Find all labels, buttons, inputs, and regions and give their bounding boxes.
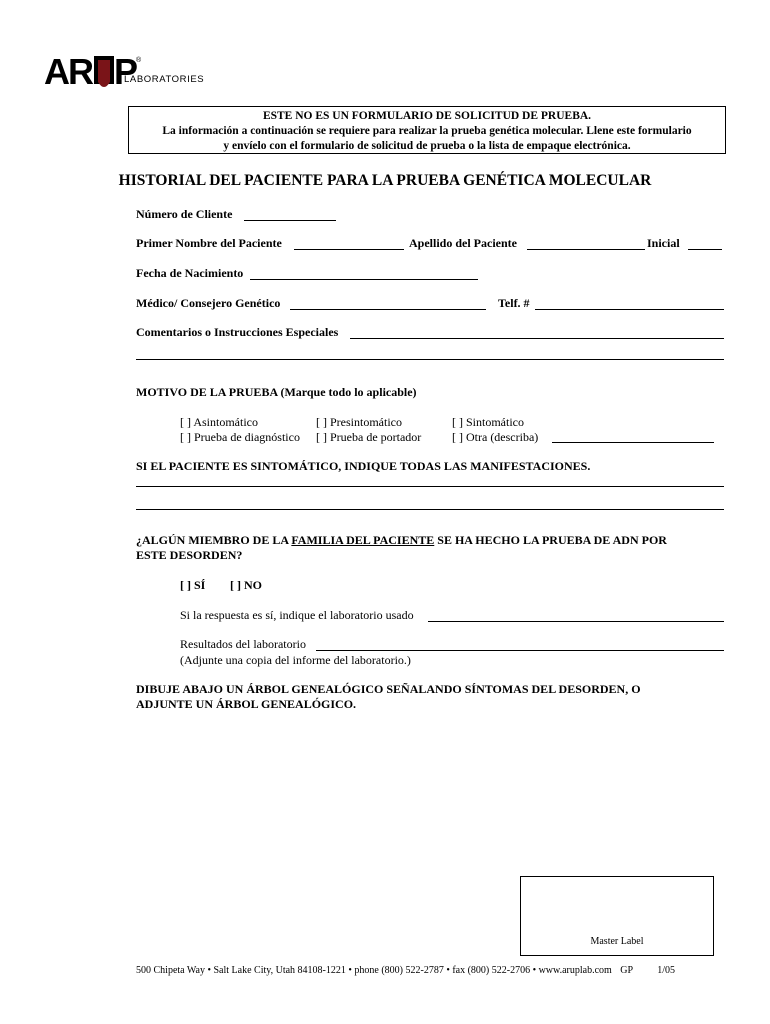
client-number-label: Número de Cliente [136, 207, 233, 221]
option-carrier[interactable]: [ ] Prueba de portador [316, 430, 422, 444]
doctor-label: Médico/ Consejero Genético [136, 296, 281, 310]
lab-results-label: Resultados del laboratorio [180, 637, 306, 651]
last-name-field[interactable] [527, 249, 645, 250]
doctor-field[interactable] [290, 309, 486, 310]
manifestations-line-1[interactable] [136, 486, 724, 487]
last-name-label: Apellido del Paciente [409, 236, 517, 250]
registered-mark: ® [136, 57, 142, 64]
option-diagnostic[interactable]: [ ] Prueba de diagnóstico [180, 430, 300, 444]
option-other[interactable]: [ ] Otra (describa) [452, 430, 539, 444]
logo-letters-ar: AR [44, 52, 92, 92]
phone-field[interactable] [535, 309, 724, 310]
form-title: HISTORIAL DEL PACIENTE PARA LA PRUEBA GENÉTICA MOLECULAR [118, 172, 652, 189]
option-presymptomatic[interactable]: [ ] Presintomático [316, 415, 402, 429]
master-label-box [520, 876, 714, 956]
lab-used-label: Si la respuesta es sí, indique el laboratorio usado [180, 608, 414, 622]
initial-label: Inicial [647, 236, 680, 250]
logo-letter-p: P [114, 52, 137, 92]
dob-label: Fecha de Nacimiento [136, 266, 244, 280]
lab-results-field[interactable] [316, 650, 724, 651]
reason-heading: MOTIVO DE LA PRUEBA (Marque todo lo aplicable) [136, 385, 417, 399]
comments-field-line-2[interactable] [136, 359, 724, 360]
notice-line-3: y envíelo con el formulario de solicitud de prueba o la lista de empaque electrónica. [223, 140, 631, 152]
pedigree-instruction-2: ADJUNTE UN ÁRBOL GENEALÓGICO. [136, 697, 357, 711]
no-checkbox[interactable]: [ ] NO [230, 578, 262, 592]
footer-revision: 1/05 [657, 965, 675, 976]
comments-label: Comentarios o Instrucciones Especiales [136, 325, 339, 339]
family-heading-underlined: FAMILIA DEL PACIENTE [291, 533, 435, 547]
other-describe-field[interactable] [552, 442, 714, 443]
comments-field[interactable] [350, 338, 724, 339]
test-tube-icon [98, 60, 110, 87]
option-symptomatic[interactable]: [ ] Sintomático [452, 415, 524, 429]
family-heading-post: SE HA HECHO LA PRUEBA DE ADN POR [434, 533, 667, 547]
arup-logo-graphic [44, 52, 214, 98]
symptomatic-heading: SI EL PACIENTE ES SINTOMÁTICO, INDIQUE TODAS LAS MANIFESTACIONES. [136, 459, 591, 473]
footer [136, 965, 675, 976]
pedigree-instruction-1: DIBUJE ABAJO UN ÁRBOL GENEALÓGICO SEÑALANDO SÍNTOMAS DEL DESORDEN, O [136, 682, 641, 696]
notice-box [128, 106, 726, 154]
lab-used-field[interactable] [428, 621, 724, 622]
phone-label: Telf. # [498, 296, 530, 310]
first-name-field[interactable] [294, 249, 404, 250]
first-name-label: Primer Nombre del Paciente [136, 236, 282, 250]
option-asymptomatic[interactable]: [ ] Asintomático [180, 415, 258, 429]
client-number-field[interactable] [244, 220, 336, 221]
dob-field[interactable] [250, 279, 478, 280]
yes-checkbox[interactable]: [ ] SÍ [180, 578, 206, 592]
notice-line-1: ESTE NO ES UN FORMULARIO DE SOLICITUD DE PRUEBA. [262, 110, 592, 122]
footer-code: GP [620, 965, 633, 976]
attach-note: (Adjunte una copia del informe del laboratorio.) [180, 653, 411, 667]
arup-logo [44, 52, 214, 98]
manifestations-line-2[interactable] [136, 509, 724, 510]
family-heading-line-2: ESTE DESORDEN? [136, 548, 243, 562]
master-label-text: Master Label [590, 936, 644, 947]
initial-field[interactable] [688, 249, 722, 250]
footer-address: 500 Chipeta Way • Salt Lake City, Utah 84108-1221 • phone (800) 522-2787 • fax (800) 522-2706 • www.aruplab.com [136, 965, 612, 976]
logo-sub-text: LABORATORIES [124, 74, 205, 85]
family-heading-pre: ¿ALGÚN MIEMBRO DE LA [136, 533, 292, 547]
notice-line-2: La información a continuación se requiere para realizar la prueba genética molecular. Llene este formulario [162, 125, 692, 137]
family-heading [136, 533, 667, 548]
